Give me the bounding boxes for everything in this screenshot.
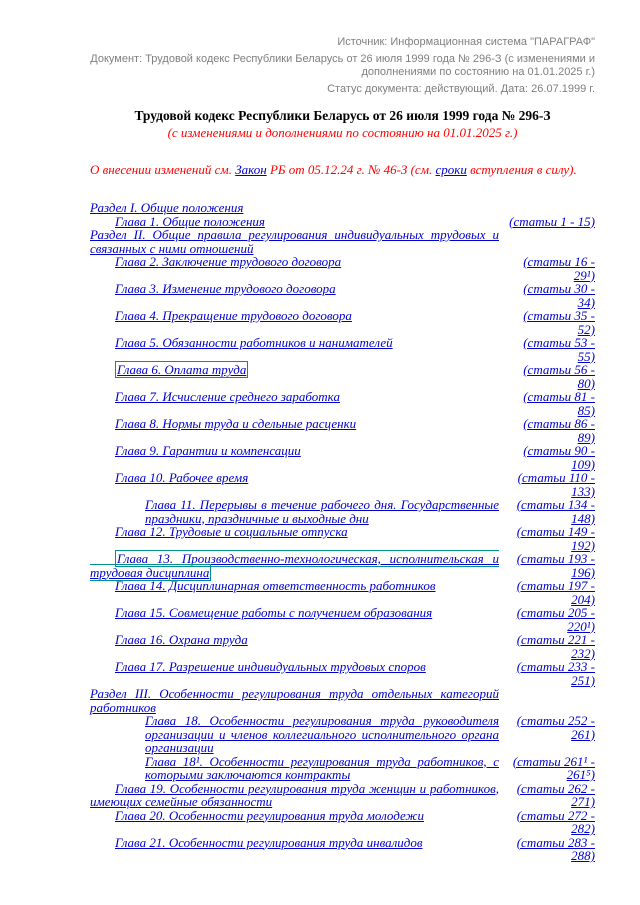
toc-row [90, 579, 595, 606]
page-subtitle: (с изменениями и дополнениями по состоянию на 01.01.2025 г.) [167, 125, 518, 140]
toc-link[interactable]: Глава 14. Дисциплинарная ответственность работников [115, 578, 436, 593]
toc-articles-link[interactable]: (статьи 110 - 133) [517, 470, 595, 499]
toc-articles-link[interactable]: (статьи 16 - 29¹) [523, 254, 595, 283]
toc-link[interactable]: Глава 11. Перерывы в течение рабочего дня. Государственные праздники, праздничные и выходные дни [145, 497, 499, 526]
toc-row [90, 417, 595, 444]
toc-link[interactable]: Глава 2. Заключение трудового договора [115, 254, 342, 269]
table-of-contents [90, 201, 595, 863]
toc-row [90, 714, 595, 755]
toc-link[interactable]: Глава 7. Исчисление среднего заработка [115, 389, 340, 404]
toc-link[interactable]: Глава 20. Особенности регулирования труда молодежи [115, 807, 425, 823]
toc-row [90, 809, 595, 836]
toc-link[interactable]: Глава 19. Особенности регулирования труда женщин и работников, имеющих семейные обязанности [90, 780, 499, 809]
toc-articles-link[interactable]: (статьи 30 - 34) [523, 281, 595, 310]
toc-articles-link[interactable]: (статьи 252 - 261) [516, 713, 595, 742]
toc-row [90, 471, 595, 498]
toc-articles-link[interactable]: (статьи 149 - 192) [516, 524, 595, 553]
toc-articles-link[interactable]: (статьи 86 - 89) [523, 416, 595, 445]
toc-articles-link[interactable]: (статьи 261¹ - 261⁵) [512, 753, 595, 782]
toc-row [90, 363, 595, 390]
toc-link[interactable]: Глава 21. Особенности регулирования труда инвалидов [115, 834, 423, 850]
toc-row [90, 836, 595, 863]
toc-link[interactable]: Глава 18¹. Особенности регулирования труда работников, с которыми заключаются контракты [145, 753, 499, 782]
toc-row [90, 336, 595, 363]
toc-articles-link[interactable]: (статьи 35 - 52) [523, 308, 595, 337]
toc-link[interactable]: Глава 15. Совмещение работы с получением образования [115, 605, 433, 620]
page-title: Трудовой кодекс Республики Беларусь от 26 июля 1999 года № 296-З [134, 108, 551, 123]
toc-articles-link[interactable]: (статьи 56 - 80) [523, 362, 595, 391]
toc-articles-link[interactable]: (статьи 193 - 196) [516, 551, 595, 580]
toc-row [90, 201, 595, 215]
toc-articles-link[interactable]: (статьи 197 - 204) [516, 578, 595, 607]
toc-row [90, 228, 595, 255]
toc-link[interactable]: Глава 8. Нормы труда и сдельные расценки [115, 416, 357, 431]
toc-row [90, 633, 595, 660]
toc-articles-link[interactable]: (статьи 53 - 55) [523, 335, 595, 364]
toc-link[interactable]: Глава 3. Изменение трудового договора [115, 281, 336, 296]
toc-link[interactable]: Глава 9. Гарантии и компенсации [115, 443, 301, 458]
toc-row [90, 282, 595, 309]
toc-link[interactable]: Глава 1. Общие положения [115, 213, 265, 229]
toc-row [90, 498, 595, 525]
notice-text: О внесении изменений см. [90, 162, 236, 177]
toc-link[interactable]: Глава 16. Охрана труда [115, 632, 248, 647]
toc-link[interactable]: Глава 10. Рабочее время [115, 470, 249, 485]
toc-link[interactable]: Глава 12. Трудовые и социальные отпуска [115, 524, 348, 539]
toc-row [90, 255, 595, 282]
toc-link[interactable]: Раздел II. Общие правила регулирования индивидуальных трудовых и связанных с ними отношений [90, 227, 499, 256]
toc-link[interactable]: Глава 4. Прекращение трудового договора [115, 308, 352, 323]
toc-link[interactable]: Глава 5. Обязанности работников и нанимателей [115, 335, 393, 350]
toc-row [90, 660, 595, 687]
law-link[interactable]: Закон [235, 162, 267, 177]
toc-row [90, 309, 595, 336]
header-document: Документ: Трудовой кодекс Республики Беларусь от 26 июля 1999 года № 296-З (с изменениями и дополнениями по состоянию на 01.01.2025 г.) [90, 53, 595, 78]
effective-dates-link[interactable]: сроки [435, 162, 467, 177]
toc-row [90, 755, 595, 782]
toc-articles-link[interactable]: (статьи 81 - 85) [523, 389, 595, 418]
toc-link-highlighted[interactable]: Глава 6. Оплата труда [117, 362, 247, 377]
toc-articles-link[interactable]: (статьи 272 - 282) [516, 807, 595, 836]
toc-row [90, 687, 595, 714]
toc-articles-link[interactable]: (статьи 283 - 288) [516, 834, 595, 863]
toc-link[interactable]: Раздел III. Особенности регулирования труда отдельных категорий работников [90, 686, 499, 715]
document-header [90, 36, 595, 96]
toc-articles-link[interactable]: (статьи 262 - 271) [516, 780, 595, 809]
notice-text: вступления в силу). [466, 162, 577, 177]
header-status: Статус документа: действующий. Дата: 26.07.1999 г. [327, 83, 595, 95]
toc-row [90, 606, 595, 633]
toc-row [90, 525, 595, 552]
toc-row [90, 390, 595, 417]
amendment-notice [90, 162, 595, 177]
toc-articles-link[interactable]: (статьи 233 - 251) [516, 659, 595, 688]
toc-row [90, 552, 595, 579]
header-source: Источник: Информационная система "ПАРАГРАФ" [337, 36, 595, 48]
toc-link[interactable]: Глава 18. Особенности регулирования труда руководителя организации и членов коллегиального исполнительного органа организации [145, 713, 499, 755]
toc-articles-link[interactable]: (статьи 90 - 109) [523, 443, 595, 472]
toc-link-highlighted[interactable]: Глава 13. Производственно-технологическая, исполнительская и трудовая дисциплина [90, 551, 499, 580]
toc-link[interactable]: Глава 17. Разрешение индивидуальных трудовых споров [115, 659, 426, 674]
toc-row [90, 215, 595, 229]
toc-articles-link[interactable]: (статьи 134 - 148) [516, 497, 595, 526]
toc-row [90, 782, 595, 809]
toc-row [90, 444, 595, 471]
toc-articles-link[interactable]: (статьи 1 - 15) [509, 213, 595, 229]
toc-articles-link[interactable]: (статьи 221 - 232) [516, 632, 595, 661]
toc-link[interactable]: Раздел I. Общие положения [90, 200, 244, 215]
toc-articles-link[interactable]: (статьи 205 - 220¹) [516, 605, 595, 634]
notice-text: РБ от 05.12.24 г. № 46-З (см. [266, 162, 436, 177]
